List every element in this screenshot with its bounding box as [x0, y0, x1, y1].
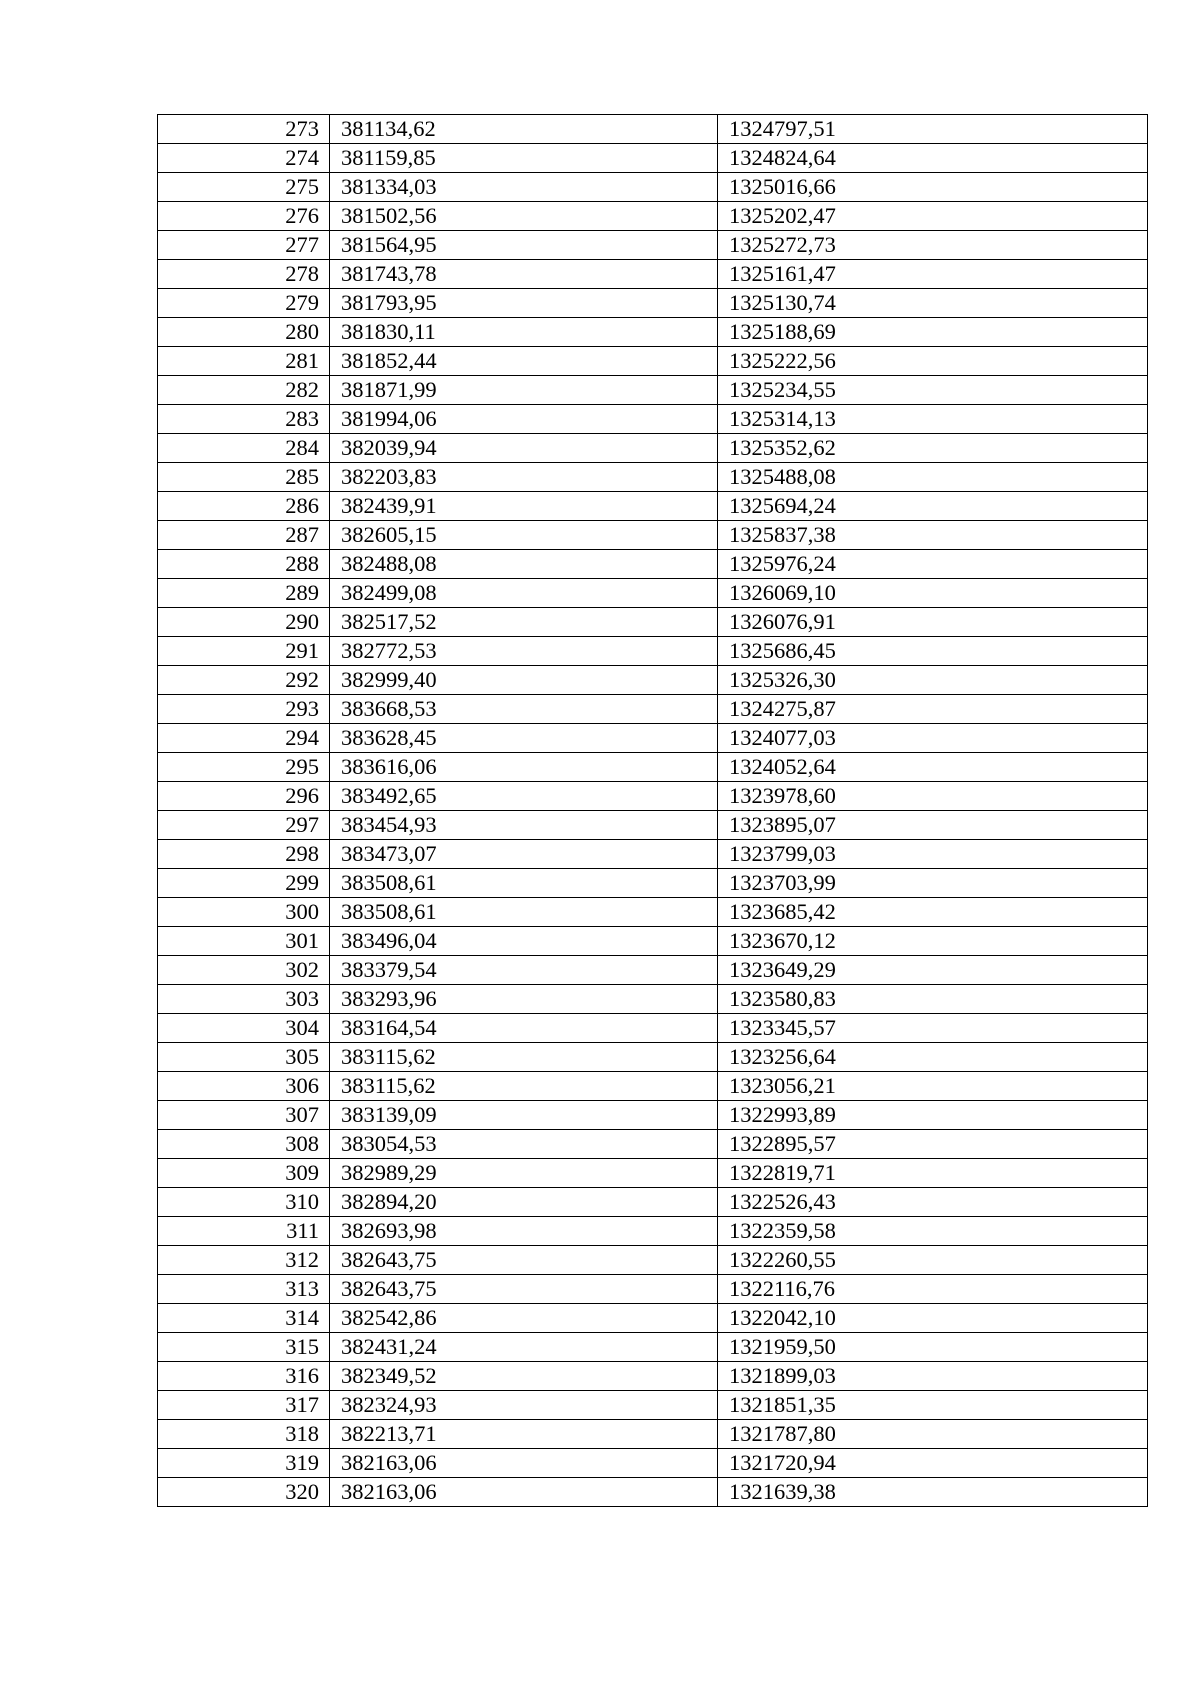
y-coordinate-cell: 1322359,58	[718, 1217, 1148, 1246]
table-row	[158, 231, 1148, 260]
x-coordinate-cell: 382203,83	[330, 463, 718, 492]
x-coordinate-cell: 383454,93	[330, 811, 718, 840]
y-coordinate-cell: 1324797,51	[718, 115, 1148, 144]
y-coordinate-cell: 1325352,62	[718, 434, 1148, 463]
x-coordinate-cell: 382894,20	[330, 1188, 718, 1217]
y-coordinate-cell: 1323256,64	[718, 1043, 1148, 1072]
y-coordinate-cell: 1323895,07	[718, 811, 1148, 840]
x-coordinate-cell: 382324,93	[330, 1391, 718, 1420]
point-number-cell: 275	[158, 173, 330, 202]
y-coordinate-cell: 1322526,43	[718, 1188, 1148, 1217]
y-coordinate-cell: 1323580,83	[718, 985, 1148, 1014]
y-coordinate-cell: 1325694,24	[718, 492, 1148, 521]
table-row	[158, 115, 1148, 144]
table-row	[158, 144, 1148, 173]
y-coordinate-cell: 1326069,10	[718, 579, 1148, 608]
table-row	[158, 724, 1148, 753]
y-coordinate-cell: 1325202,47	[718, 202, 1148, 231]
point-number-cell: 311	[158, 1217, 330, 1246]
table-row	[158, 985, 1148, 1014]
table-row	[158, 405, 1148, 434]
y-coordinate-cell: 1324275,87	[718, 695, 1148, 724]
table-row	[158, 492, 1148, 521]
table-row	[158, 782, 1148, 811]
y-coordinate-cell: 1322993,89	[718, 1101, 1148, 1130]
y-coordinate-cell: 1323056,21	[718, 1072, 1148, 1101]
y-coordinate-cell: 1325222,56	[718, 347, 1148, 376]
point-number-cell: 282	[158, 376, 330, 405]
x-coordinate-cell: 383139,09	[330, 1101, 718, 1130]
y-coordinate-cell: 1323703,99	[718, 869, 1148, 898]
table-row	[158, 898, 1148, 927]
point-number-cell: 308	[158, 1130, 330, 1159]
y-coordinate-cell: 1321899,03	[718, 1362, 1148, 1391]
table-row	[158, 202, 1148, 231]
x-coordinate-cell: 383508,61	[330, 898, 718, 927]
point-number-cell: 295	[158, 753, 330, 782]
point-number-cell: 274	[158, 144, 330, 173]
table-row	[158, 753, 1148, 782]
x-coordinate-cell: 383492,65	[330, 782, 718, 811]
x-coordinate-cell: 381994,06	[330, 405, 718, 434]
x-coordinate-cell: 383616,06	[330, 753, 718, 782]
x-coordinate-cell: 382517,52	[330, 608, 718, 637]
y-coordinate-cell: 1323978,60	[718, 782, 1148, 811]
y-coordinate-cell: 1325837,38	[718, 521, 1148, 550]
table-row	[158, 463, 1148, 492]
table-row	[158, 1333, 1148, 1362]
x-coordinate-cell: 382772,53	[330, 637, 718, 666]
coordinates-table-body	[158, 115, 1148, 1507]
table-row	[158, 318, 1148, 347]
table-row	[158, 1391, 1148, 1420]
y-coordinate-cell: 1321959,50	[718, 1333, 1148, 1362]
x-coordinate-cell: 382693,98	[330, 1217, 718, 1246]
x-coordinate-cell: 383293,96	[330, 985, 718, 1014]
point-number-cell: 314	[158, 1304, 330, 1333]
table-row	[158, 1101, 1148, 1130]
table-row	[158, 1246, 1148, 1275]
y-coordinate-cell: 1325976,24	[718, 550, 1148, 579]
x-coordinate-cell: 382163,06	[330, 1449, 718, 1478]
x-coordinate-cell: 383054,53	[330, 1130, 718, 1159]
table-row	[158, 1130, 1148, 1159]
point-number-cell: 280	[158, 318, 330, 347]
point-number-cell: 312	[158, 1246, 330, 1275]
y-coordinate-cell: 1325686,45	[718, 637, 1148, 666]
point-number-cell: 298	[158, 840, 330, 869]
x-coordinate-cell: 382989,29	[330, 1159, 718, 1188]
point-number-cell: 285	[158, 463, 330, 492]
table-row	[158, 260, 1148, 289]
y-coordinate-cell: 1322260,55	[718, 1246, 1148, 1275]
point-number-cell: 286	[158, 492, 330, 521]
point-number-cell: 291	[158, 637, 330, 666]
point-number-cell: 278	[158, 260, 330, 289]
table-row	[158, 927, 1148, 956]
x-coordinate-cell: 382488,08	[330, 550, 718, 579]
y-coordinate-cell: 1323799,03	[718, 840, 1148, 869]
table-row	[158, 637, 1148, 666]
point-number-cell: 273	[158, 115, 330, 144]
x-coordinate-cell: 383115,62	[330, 1072, 718, 1101]
point-number-cell: 302	[158, 956, 330, 985]
y-coordinate-cell: 1325326,30	[718, 666, 1148, 695]
table-row	[158, 550, 1148, 579]
table-row	[158, 1188, 1148, 1217]
x-coordinate-cell: 381793,95	[330, 289, 718, 318]
table-row	[158, 956, 1148, 985]
y-coordinate-cell: 1325234,55	[718, 376, 1148, 405]
table-row	[158, 376, 1148, 405]
table-row	[158, 1420, 1148, 1449]
x-coordinate-cell: 381830,11	[330, 318, 718, 347]
x-coordinate-cell: 383496,04	[330, 927, 718, 956]
table-row	[158, 811, 1148, 840]
x-coordinate-cell: 381743,78	[330, 260, 718, 289]
x-coordinate-cell: 381159,85	[330, 144, 718, 173]
y-coordinate-cell: 1322042,10	[718, 1304, 1148, 1333]
x-coordinate-cell: 382605,15	[330, 521, 718, 550]
y-coordinate-cell: 1323685,42	[718, 898, 1148, 927]
x-coordinate-cell: 383508,61	[330, 869, 718, 898]
point-number-cell: 306	[158, 1072, 330, 1101]
table-row	[158, 1072, 1148, 1101]
table-row	[158, 1159, 1148, 1188]
table-row	[158, 347, 1148, 376]
point-number-cell: 313	[158, 1275, 330, 1304]
table-row	[158, 1217, 1148, 1246]
x-coordinate-cell: 383628,45	[330, 724, 718, 753]
table-row	[158, 1043, 1148, 1072]
point-number-cell: 309	[158, 1159, 330, 1188]
point-number-cell: 288	[158, 550, 330, 579]
table-row	[158, 1362, 1148, 1391]
coordinates-table	[157, 114, 1148, 1507]
table-row	[158, 666, 1148, 695]
y-coordinate-cell: 1322116,76	[718, 1275, 1148, 1304]
point-number-cell: 290	[158, 608, 330, 637]
x-coordinate-cell: 382163,06	[330, 1478, 718, 1507]
point-number-cell: 315	[158, 1333, 330, 1362]
x-coordinate-cell: 381852,44	[330, 347, 718, 376]
y-coordinate-cell: 1325272,73	[718, 231, 1148, 260]
y-coordinate-cell: 1325188,69	[718, 318, 1148, 347]
point-number-cell: 300	[158, 898, 330, 927]
x-coordinate-cell: 383115,62	[330, 1043, 718, 1072]
point-number-cell: 319	[158, 1449, 330, 1478]
y-coordinate-cell: 1321787,80	[718, 1420, 1148, 1449]
point-number-cell: 299	[158, 869, 330, 898]
y-coordinate-cell: 1326076,91	[718, 608, 1148, 637]
point-number-cell: 277	[158, 231, 330, 260]
table-row	[158, 579, 1148, 608]
point-number-cell: 296	[158, 782, 330, 811]
point-number-cell: 317	[158, 1391, 330, 1420]
y-coordinate-cell: 1322895,57	[718, 1130, 1148, 1159]
point-number-cell: 284	[158, 434, 330, 463]
y-coordinate-cell: 1323670,12	[718, 927, 1148, 956]
y-coordinate-cell: 1324052,64	[718, 753, 1148, 782]
point-number-cell: 287	[158, 521, 330, 550]
table-row	[158, 695, 1148, 724]
y-coordinate-cell: 1324824,64	[718, 144, 1148, 173]
x-coordinate-cell: 382643,75	[330, 1275, 718, 1304]
x-coordinate-cell: 382999,40	[330, 666, 718, 695]
y-coordinate-cell: 1321720,94	[718, 1449, 1148, 1478]
table-row	[158, 521, 1148, 550]
x-coordinate-cell: 382213,71	[330, 1420, 718, 1449]
point-number-cell: 301	[158, 927, 330, 956]
y-coordinate-cell: 1325488,08	[718, 463, 1148, 492]
y-coordinate-cell: 1323649,29	[718, 956, 1148, 985]
x-coordinate-cell: 381134,62	[330, 115, 718, 144]
point-number-cell: 303	[158, 985, 330, 1014]
table-row	[158, 608, 1148, 637]
x-coordinate-cell: 382643,75	[330, 1246, 718, 1275]
point-number-cell: 297	[158, 811, 330, 840]
x-coordinate-cell: 381871,99	[330, 376, 718, 405]
y-coordinate-cell: 1325161,47	[718, 260, 1148, 289]
x-coordinate-cell: 383473,07	[330, 840, 718, 869]
point-number-cell: 307	[158, 1101, 330, 1130]
x-coordinate-cell: 382431,24	[330, 1333, 718, 1362]
x-coordinate-cell: 382542,86	[330, 1304, 718, 1333]
x-coordinate-cell: 383379,54	[330, 956, 718, 985]
y-coordinate-cell: 1325016,66	[718, 173, 1148, 202]
table-row	[158, 1449, 1148, 1478]
point-number-cell: 283	[158, 405, 330, 434]
x-coordinate-cell: 381502,56	[330, 202, 718, 231]
point-number-cell: 281	[158, 347, 330, 376]
x-coordinate-cell: 382499,08	[330, 579, 718, 608]
table-row	[158, 289, 1148, 318]
x-coordinate-cell: 383164,54	[330, 1014, 718, 1043]
table-row	[158, 840, 1148, 869]
table-row	[158, 1304, 1148, 1333]
point-number-cell: 310	[158, 1188, 330, 1217]
table-row	[158, 869, 1148, 898]
x-coordinate-cell: 381334,03	[330, 173, 718, 202]
table-row	[158, 434, 1148, 463]
table-row	[158, 1478, 1148, 1507]
x-coordinate-cell: 382349,52	[330, 1362, 718, 1391]
y-coordinate-cell: 1322819,71	[718, 1159, 1148, 1188]
x-coordinate-cell: 383668,53	[330, 695, 718, 724]
x-coordinate-cell: 382039,94	[330, 434, 718, 463]
point-number-cell: 289	[158, 579, 330, 608]
point-number-cell: 292	[158, 666, 330, 695]
y-coordinate-cell: 1321851,35	[718, 1391, 1148, 1420]
y-coordinate-cell: 1325314,13	[718, 405, 1148, 434]
table-row	[158, 1014, 1148, 1043]
y-coordinate-cell: 1324077,03	[718, 724, 1148, 753]
point-number-cell: 316	[158, 1362, 330, 1391]
table-row	[158, 173, 1148, 202]
y-coordinate-cell: 1323345,57	[718, 1014, 1148, 1043]
x-coordinate-cell: 382439,91	[330, 492, 718, 521]
point-number-cell: 318	[158, 1420, 330, 1449]
point-number-cell: 293	[158, 695, 330, 724]
point-number-cell: 276	[158, 202, 330, 231]
point-number-cell: 304	[158, 1014, 330, 1043]
y-coordinate-cell: 1321639,38	[718, 1478, 1148, 1507]
point-number-cell: 294	[158, 724, 330, 753]
point-number-cell: 305	[158, 1043, 330, 1072]
y-coordinate-cell: 1325130,74	[718, 289, 1148, 318]
point-number-cell: 279	[158, 289, 330, 318]
table-row	[158, 1275, 1148, 1304]
x-coordinate-cell: 381564,95	[330, 231, 718, 260]
point-number-cell: 320	[158, 1478, 330, 1507]
